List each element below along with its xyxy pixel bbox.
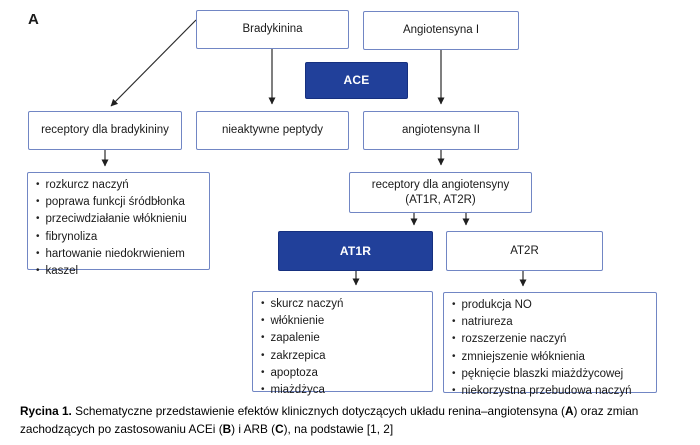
list-item: • włóknienie — [261, 313, 426, 330]
node-receptory-bradykininy: receptory dla bradykininy — [28, 111, 182, 150]
list-item: • zakrzepica — [261, 348, 426, 365]
caption-text: ) i ARB ( — [231, 422, 276, 436]
at1r-effects-list — [261, 296, 426, 399]
list-item: • kaszel — [36, 263, 203, 280]
list-at2r-effects — [443, 292, 657, 398]
receptory-angiotensyny-line1: receptory dla angiotensyny — [371, 178, 510, 191]
node-at2r: AT2R — [446, 231, 603, 271]
list-item: • poprawa funkcji śródbłonka — [36, 194, 203, 211]
arrow-bradykinina-to-receptory — [111, 20, 196, 106]
list-item: • produkcja NO — [452, 297, 650, 314]
node-bradykinina: Bradykinina — [196, 10, 349, 49]
at2r-effects-list — [452, 297, 650, 400]
node-ace: ACE — [305, 62, 408, 99]
list-item: • zapalenie — [261, 330, 426, 347]
caption-label: Rycina 1. — [20, 404, 72, 418]
node-receptory-angiotensyny — [349, 172, 532, 213]
list-bradykinin-effects — [27, 172, 210, 278]
list-item: • hartowanie niedokrwieniem — [36, 246, 203, 263]
list-item: • zmniejszenie włóknienia — [452, 349, 650, 366]
node-at1r: AT1R — [278, 231, 433, 271]
caption-bold-b: B — [222, 422, 232, 436]
node-angiotensyna-i: Angiotensyna I — [363, 11, 519, 50]
list-item: • natriureza — [452, 314, 650, 331]
panel-letter: A — [28, 11, 39, 28]
caption-text: ), na podstawie [1, 2] — [283, 422, 394, 436]
list-item: • skurcz naczyń — [261, 296, 426, 313]
node-nieaktywne-peptydy: nieaktywne peptydy — [196, 111, 349, 150]
caption-text: zachodzących po zastosowaniu ACEi ( — [20, 422, 223, 436]
caption-text: ) oraz zmian — [573, 404, 639, 418]
list-item: • apoptoza — [261, 365, 426, 382]
caption-bold-a: A — [564, 404, 574, 418]
list-item: • pęknięcie blaszki miażdżycowej — [452, 366, 650, 383]
node-angiotensyna-ii: angiotensyna II — [363, 111, 519, 150]
list-item: • rozkurcz naczyń — [36, 177, 203, 194]
list-item: • rozszerzenie naczyń — [452, 331, 650, 348]
receptory-angiotensyny-line2: (AT1R, AT2R) — [405, 193, 476, 206]
list-item: • miażdżyca — [261, 382, 426, 399]
list-item: • przeciwdziałanie włóknieniu — [36, 211, 203, 228]
list-item: • fibrynoliza — [36, 229, 203, 246]
list-item: • niekorzystna przebudowa naczyń — [452, 383, 650, 400]
caption-bold-c: C — [275, 422, 284, 436]
list-at1r-effects — [252, 291, 433, 397]
caption-text: Schematyczne przedstawienie efektów klinicznych dotyczących układu renina–angiotensyna ( — [71, 404, 565, 418]
bradykinin-effects-list — [36, 177, 203, 280]
figure-caption — [20, 402, 682, 438]
